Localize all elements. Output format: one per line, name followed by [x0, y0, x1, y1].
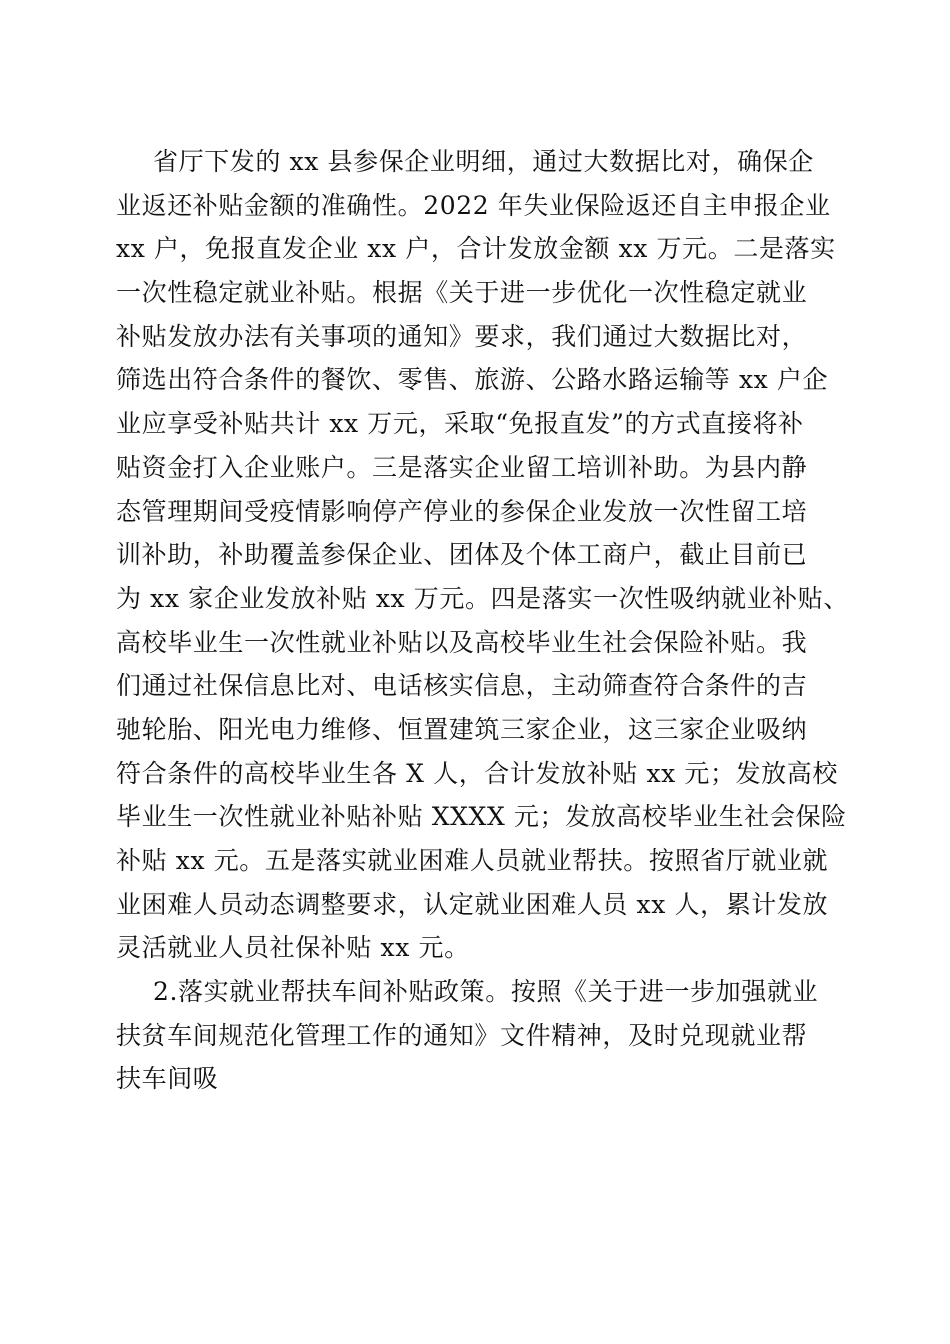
text-line: 2.落实就业帮扶车间补贴政策。按照《关于进一步加强就业	[153, 977, 819, 1007]
text-line: 省厅下发的 xx 县参保企业明细，通过大数据比对，确保企	[153, 147, 814, 176]
document-page	[116, 142, 849, 1103]
text-line: 补贴 xx 元。五是落实就业困难人员就业帮扶。按照省厅就业就	[116, 846, 829, 875]
text-line: 符合条件的高校毕业生各 X 人，合计发放补贴 xx 元；发放高校	[116, 758, 838, 788]
text-line: 高校毕业生一次性就业补贴以及高校毕业生社会保险补贴。我	[116, 627, 808, 657]
text-line: xx 户，免报直发企业 xx 户，合计发放金额 xx 万元。二是落实	[116, 234, 836, 264]
text-line: 筛选出符合条件的餐饮、零售、旅游、公路水路运输等 xx 户企	[116, 365, 829, 395]
text-line: 业困难人员动态调整要求，认定就业困难人员 xx 人，累计发放	[116, 889, 829, 919]
text-line: 扶贫车间规范化管理工作的通知》文件精神，及时兑现就业帮	[116, 1020, 808, 1050]
text-line: 扶车间吸	[116, 1064, 219, 1094]
text-line: 毕业生一次性就业补贴补贴 XXXX 元；发放高校毕业生社会保险	[116, 802, 847, 832]
text-line: 训补助，补助覆盖参保企业、团体及个体工商户，截止目前已	[116, 540, 808, 570]
text-line: 态管理期间受疫情影响停产停业的参保企业发放一次性留工培	[116, 496, 808, 526]
text-line: 灵活就业人员社保补贴 xx 元。	[116, 933, 470, 963]
text-line: 们通过社保信息比对、电话核实信息，主动筛查符合条件的吉	[116, 671, 808, 701]
text-line: 业返还补贴金额的准确性。2022 年失业保险返还自主申报企业	[116, 190, 831, 220]
paragraph-1	[116, 142, 849, 968]
text-line: 贴资金打入企业账户。三是落实企业留工培训补助。为县内静	[116, 452, 808, 482]
text-line: 补贴发放办法有关事项的通知》要求，我们通过大数据比对，	[116, 321, 808, 351]
text-line: 为 xx 家企业发放补贴 xx 万元。四是落实一次性吸纳就业补贴、	[116, 583, 849, 613]
text-line: 驰轮胎、阳光电力维修、恒置建筑三家企业，这三家企业吸纳	[116, 714, 808, 744]
text-line: 一次性稳定就业补贴。根据《关于进一步优化一次性稳定就业	[116, 278, 808, 308]
text-line: 业应享受补贴共计 xx 万元，采取“免报直发”的方式直接将补	[116, 409, 804, 439]
paragraph-2	[116, 972, 828, 1099]
